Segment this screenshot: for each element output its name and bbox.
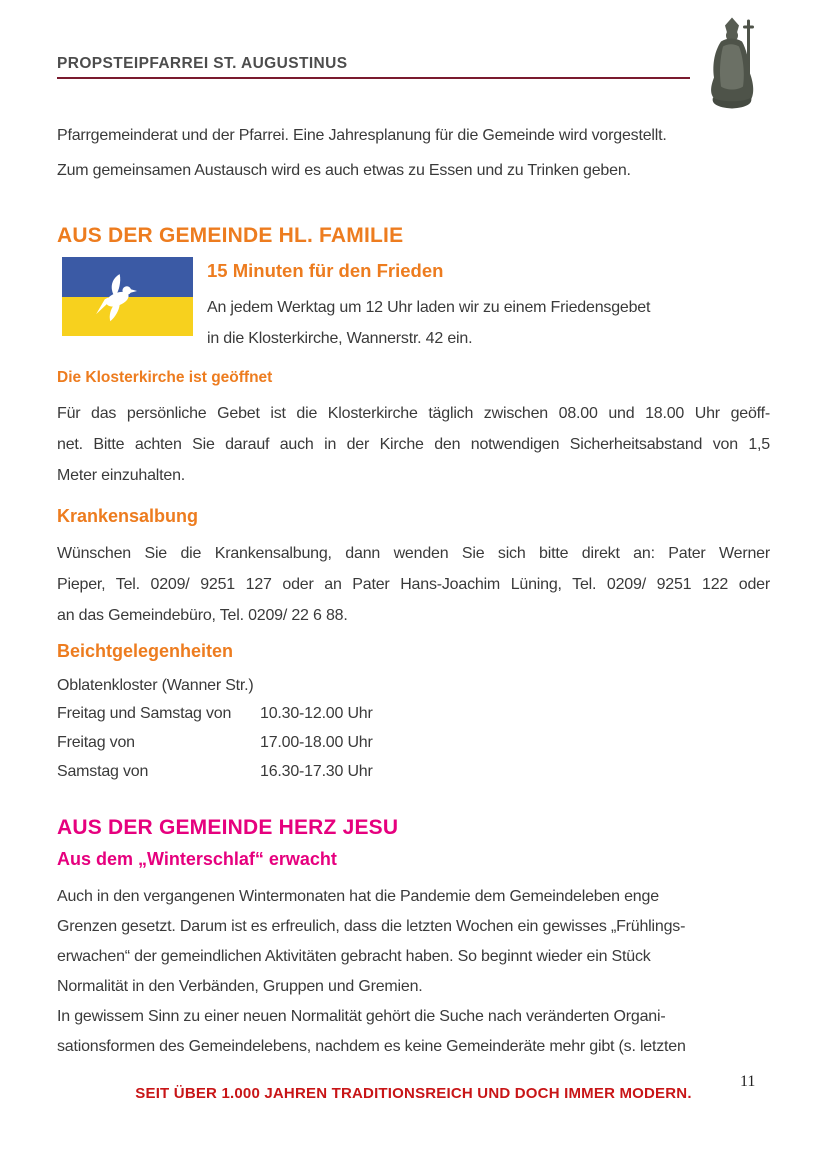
beichtgelegenheiten-heading: Beichtgelegenheiten: [57, 641, 234, 661]
krankensalbung-line: Wünschen Sie die Krankensalbung, dann wenden Sie sich bitte direkt an: Pater Werner: [57, 545, 770, 562]
herz-jesu-line: Normalität in den Verbänden, Gruppen und Gremien.: [57, 978, 423, 995]
header-divider-rule: [57, 77, 690, 79]
schedule-row: [57, 699, 373, 728]
page-number: 11: [740, 1073, 756, 1090]
klosterkirche-heading: Die Klosterkirche ist geöffnet: [57, 369, 273, 386]
schedule-time: 16.30-17.30 Uhr: [260, 763, 373, 780]
peace-dove-icon: [93, 270, 140, 324]
section-heading-herz-jesu: AUS DER GEMEINDE HERZ JESU: [57, 816, 399, 839]
herz-jesu-line: Grenzen gesetzt. Darum ist es erfreulich, dass die letzten Wochen ein gewisses „Frühlings-: [57, 918, 686, 935]
intro-paragraph: [57, 118, 667, 188]
page-header-title: PROPSTEIPFARREI ST. AUGUSTINUS: [57, 55, 348, 72]
schedule-row: [57, 728, 373, 757]
ukraine-flag-dove-icon: [62, 257, 193, 336]
herz-jesu-line: Auch in den vergangenen Wintermonaten hat die Pandemie dem Gemeindeleben enge: [57, 888, 659, 905]
frieden-line: An jedem Werktag um 12 Uhr laden wir zu einem Friedensgebet: [207, 299, 651, 316]
klosterkirche-line: Für das persönliche Gebet ist die Klosterkirche täglich zwischen 08.00 und 18.00 Uhr geöff-: [57, 405, 770, 422]
schedule-time: 17.00-18.00 Uhr: [260, 734, 373, 751]
intro-line: Pfarrgemeinderat und der Pfarrei. Eine Jahresplanung für die Gemeinde wird vorgestellt.: [57, 127, 667, 144]
schedule-day-label: Samstag von: [57, 763, 149, 780]
winterschlaf-subheading: Aus dem „Winterschlaf“ erwacht: [57, 849, 337, 869]
beicht-location: Oblatenkloster (Wanner Str.): [57, 677, 254, 694]
frieden-line: in die Klosterkirche, Wannerstr. 42 ein.: [207, 330, 473, 347]
schedule-day-label: Freitag von: [57, 734, 135, 751]
krankensalbung-heading: Krankensalbung: [57, 506, 199, 526]
herz-jesu-line: sationsformen des Gemeindelebens, nachdem es keine Gemeinderäte mehr gibt (s. letzten: [57, 1038, 686, 1055]
klosterkirche-line: Meter einzuhalten.: [57, 467, 186, 484]
herz-jesu-paragraph: [57, 882, 686, 1062]
herz-jesu-line: erwachen“ der gemeindlichen Aktivitäten gebracht haben. So beginnt wieder ein Stück: [57, 948, 651, 965]
frieden-heading: 15 Minuten für den Frieden: [207, 260, 444, 281]
herz-jesu-line: In gewissem Sinn zu einer neuen Normalität gehört die Suche nach veränderten Organi-: [57, 1008, 666, 1025]
confession-schedule: [57, 699, 373, 786]
schedule-row: [57, 757, 373, 786]
schedule-day-label: Freitag und Samstag von: [57, 705, 232, 722]
schedule-time: 10.30-12.00 Uhr: [260, 705, 373, 722]
krankensalbung-line: an das Gemeindebüro, Tel. 0209/ 22 6 88.: [57, 607, 348, 624]
section-heading-hl-familie: AUS DER GEMEINDE HL. FAMILIE: [57, 224, 404, 247]
klosterkirche-paragraph: [57, 398, 770, 491]
st-augustinus-statue-icon: [701, 15, 765, 111]
klosterkirche-line: net. Bitte achten Sie darauf auch in der Kirche den notwendigen Sicherheitsabstand von 1,5: [57, 436, 770, 453]
intro-line: Zum gemeinsamen Austausch wird es auch etwas zu Essen und zu Trinken geben.: [57, 162, 631, 179]
krankensalbung-line: Pieper, Tel. 0209/ 9251 127 oder an Pater Hans-Joachim Lüning, Tel. 0209/ 9251 122 oder: [57, 576, 770, 593]
footer-slogan: SEIT ÜBER 1.000 JAHREN TRADITIONSREICH UND DOCH IMMER MODERN.: [135, 1085, 692, 1102]
krankensalbung-paragraph: [57, 538, 770, 631]
